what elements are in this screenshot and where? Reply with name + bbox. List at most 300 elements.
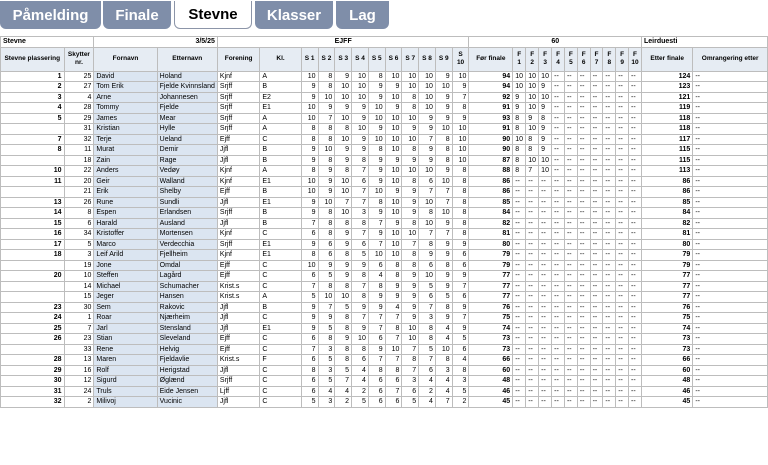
placement-cell[interactable]: 5: [1, 113, 65, 124]
placement-cell[interactable]: [1, 281, 65, 292]
series-score-cell[interactable]: 9: [419, 250, 436, 261]
club-cell[interactable]: Srjff: [217, 376, 259, 387]
placement-cell[interactable]: [1, 292, 65, 303]
series-score-cell[interactable]: 7: [335, 197, 352, 208]
final-score-cell[interactable]: --: [513, 239, 526, 250]
reorder-cell[interactable]: --: [693, 229, 768, 240]
series-score-cell[interactable]: 6: [318, 239, 335, 250]
final-score-cell[interactable]: --: [564, 92, 577, 103]
final-score-cell[interactable]: --: [629, 218, 642, 229]
final-score-cell[interactable]: --: [577, 103, 590, 114]
series-score-cell[interactable]: 6: [452, 250, 469, 261]
series-score-cell[interactable]: 8: [318, 124, 335, 135]
club-cell[interactable]: Jjfl: [217, 145, 259, 156]
first-name-cell[interactable]: Tom Erik: [94, 82, 157, 93]
series-score-cell[interactable]: 8: [435, 260, 452, 271]
series-score-cell[interactable]: 8: [335, 218, 352, 229]
series-score-cell[interactable]: 9: [352, 302, 369, 313]
final-score-cell[interactable]: --: [590, 71, 603, 82]
series-score-cell[interactable]: 9: [301, 323, 318, 334]
reorder-cell[interactable]: --: [693, 386, 768, 397]
final-score-cell[interactable]: --: [616, 260, 629, 271]
final-score-cell[interactable]: --: [590, 145, 603, 156]
series-score-cell[interactable]: 8: [435, 145, 452, 156]
before-final-cell[interactable]: 94: [469, 71, 513, 82]
final-score-cell[interactable]: --: [552, 250, 565, 261]
final-score-cell[interactable]: --: [603, 134, 616, 145]
final-score-cell[interactable]: --: [577, 218, 590, 229]
after-final-cell[interactable]: 75: [641, 313, 692, 324]
final-score-cell[interactable]: --: [577, 229, 590, 240]
before-final-cell[interactable]: 88: [469, 166, 513, 177]
club-cell[interactable]: Kjnf: [217, 229, 259, 240]
final-score-cell[interactable]: --: [590, 155, 603, 166]
series-score-cell[interactable]: 8: [335, 250, 352, 261]
reorder-cell[interactable]: --: [693, 292, 768, 303]
last-name-cell[interactable]: Hylle: [157, 124, 217, 135]
shooter-nr-cell[interactable]: 27: [64, 82, 94, 93]
series-score-cell[interactable]: 9: [402, 187, 419, 198]
final-score-cell[interactable]: --: [603, 124, 616, 135]
shooter-nr-cell[interactable]: 15: [64, 292, 94, 303]
series-score-cell[interactable]: 10: [318, 92, 335, 103]
series-score-cell[interactable]: 9: [452, 113, 469, 124]
final-score-cell[interactable]: --: [590, 218, 603, 229]
series-score-cell[interactable]: 9: [301, 145, 318, 156]
series-score-cell[interactable]: 10: [385, 166, 402, 177]
reorder-cell[interactable]: --: [693, 397, 768, 408]
reorder-cell[interactable]: --: [693, 187, 768, 198]
final-score-cell[interactable]: --: [616, 176, 629, 187]
series-score-cell[interactable]: 7: [385, 334, 402, 345]
placement-cell[interactable]: 11: [1, 176, 65, 187]
series-score-cell[interactable]: 10: [385, 124, 402, 135]
final-score-cell[interactable]: --: [552, 271, 565, 282]
series-score-cell[interactable]: 10: [419, 271, 436, 282]
series-score-cell[interactable]: 10: [352, 71, 369, 82]
series-score-cell[interactable]: 8: [318, 334, 335, 345]
final-score-cell[interactable]: --: [577, 323, 590, 334]
before-final-cell[interactable]: 91: [469, 103, 513, 114]
reorder-cell[interactable]: --: [693, 113, 768, 124]
final-score-cell[interactable]: --: [603, 92, 616, 103]
final-score-cell[interactable]: --: [616, 334, 629, 345]
class-cell[interactable]: C: [260, 271, 301, 282]
reorder-cell[interactable]: --: [693, 134, 768, 145]
first-name-cell[interactable]: Marco: [94, 239, 157, 250]
series-score-cell[interactable]: 8: [402, 218, 419, 229]
series-score-cell[interactable]: 3: [318, 365, 335, 376]
final-score-cell[interactable]: --: [539, 197, 552, 208]
series-score-cell[interactable]: 9: [368, 229, 385, 240]
series-score-cell[interactable]: 8: [402, 103, 419, 114]
final-score-cell[interactable]: --: [590, 197, 603, 208]
series-score-cell[interactable]: 8: [419, 323, 436, 334]
final-score-cell[interactable]: --: [577, 176, 590, 187]
shooter-nr-cell[interactable]: 20: [64, 176, 94, 187]
series-score-cell[interactable]: 3: [452, 376, 469, 387]
before-final-cell[interactable]: 82: [469, 218, 513, 229]
final-score-cell[interactable]: 9: [513, 103, 526, 114]
series-score-cell[interactable]: 2: [335, 397, 352, 408]
before-final-cell[interactable]: 73: [469, 344, 513, 355]
series-score-cell[interactable]: 10: [352, 82, 369, 93]
after-final-cell[interactable]: 115: [641, 155, 692, 166]
final-score-cell[interactable]: --: [629, 271, 642, 282]
final-score-cell[interactable]: --: [526, 229, 539, 240]
shooter-nr-cell[interactable]: 31: [64, 124, 94, 135]
final-score-cell[interactable]: --: [629, 397, 642, 408]
series-score-cell[interactable]: 5: [318, 376, 335, 387]
after-final-cell[interactable]: 118: [641, 124, 692, 135]
after-final-cell[interactable]: 118: [641, 113, 692, 124]
before-final-cell[interactable]: 92: [469, 92, 513, 103]
placement-cell[interactable]: 23: [1, 302, 65, 313]
series-score-cell[interactable]: 10: [419, 82, 436, 93]
final-score-cell[interactable]: --: [590, 386, 603, 397]
series-score-cell[interactable]: 5: [452, 334, 469, 345]
final-score-cell[interactable]: --: [603, 302, 616, 313]
first-name-cell[interactable]: Harald: [94, 218, 157, 229]
before-final-cell[interactable]: 94: [469, 82, 513, 93]
first-name-cell[interactable]: Zain: [94, 155, 157, 166]
series-score-cell[interactable]: 8: [368, 145, 385, 156]
series-score-cell[interactable]: 9: [368, 124, 385, 135]
series-score-cell[interactable]: 9: [435, 250, 452, 261]
class-cell[interactable]: B: [260, 302, 301, 313]
series-score-cell[interactable]: 4: [419, 376, 436, 387]
shooter-nr-cell[interactable]: 13: [64, 355, 94, 366]
final-score-cell[interactable]: --: [564, 134, 577, 145]
final-score-cell[interactable]: --: [526, 334, 539, 345]
final-score-cell[interactable]: --: [616, 92, 629, 103]
series-score-cell[interactable]: 6: [301, 334, 318, 345]
series-score-cell[interactable]: 4: [335, 386, 352, 397]
first-name-cell[interactable]: Michael: [94, 281, 157, 292]
series-score-cell[interactable]: 9: [335, 103, 352, 114]
series-score-cell[interactable]: 9: [368, 208, 385, 219]
series-score-cell[interactable]: 9: [402, 302, 419, 313]
placement-cell[interactable]: [1, 187, 65, 198]
class-cell[interactable]: E1: [260, 250, 301, 261]
final-score-cell[interactable]: --: [526, 302, 539, 313]
series-score-cell[interactable]: 8: [318, 134, 335, 145]
series-score-cell[interactable]: 10: [385, 239, 402, 250]
final-score-cell[interactable]: 10: [526, 71, 539, 82]
final-score-cell[interactable]: --: [539, 260, 552, 271]
final-score-cell[interactable]: 8: [513, 155, 526, 166]
last-name-cell[interactable]: Erlandsen: [157, 208, 217, 219]
after-final-cell[interactable]: 85: [641, 197, 692, 208]
final-score-cell[interactable]: --: [552, 166, 565, 177]
final-score-cell[interactable]: --: [577, 187, 590, 198]
final-score-cell[interactable]: --: [564, 355, 577, 366]
final-score-cell[interactable]: --: [539, 344, 552, 355]
series-score-cell[interactable]: 8: [402, 250, 419, 261]
final-score-cell[interactable]: --: [552, 229, 565, 240]
club-cell[interactable]: Srjff: [217, 124, 259, 135]
series-score-cell[interactable]: 10: [301, 260, 318, 271]
series-score-cell[interactable]: 10: [301, 187, 318, 198]
first-name-cell[interactable]: Terje: [94, 134, 157, 145]
series-score-cell[interactable]: 9: [335, 229, 352, 240]
first-name-cell[interactable]: Leif Arild: [94, 250, 157, 261]
final-score-cell[interactable]: --: [526, 292, 539, 303]
final-score-cell[interactable]: --: [590, 187, 603, 198]
club-cell[interactable]: Jjfl: [217, 365, 259, 376]
series-score-cell[interactable]: 9: [318, 313, 335, 324]
placement-cell[interactable]: 29: [1, 365, 65, 376]
last-name-cell[interactable]: Eide Jensen: [157, 386, 217, 397]
final-score-cell[interactable]: --: [526, 344, 539, 355]
final-score-cell[interactable]: --: [629, 250, 642, 261]
shooter-nr-cell[interactable]: 28: [64, 103, 94, 114]
class-cell[interactable]: C: [260, 334, 301, 345]
series-score-cell[interactable]: 10: [352, 92, 369, 103]
series-score-cell[interactable]: 7: [368, 323, 385, 334]
series-score-cell[interactable]: 9: [435, 92, 452, 103]
final-score-cell[interactable]: --: [526, 313, 539, 324]
class-cell[interactable]: B: [260, 82, 301, 93]
final-score-cell[interactable]: --: [577, 124, 590, 135]
final-score-cell[interactable]: --: [526, 260, 539, 271]
series-score-cell[interactable]: 4: [368, 271, 385, 282]
shooter-nr-cell[interactable]: 29: [64, 113, 94, 124]
final-score-cell[interactable]: --: [603, 260, 616, 271]
final-score-cell[interactable]: --: [564, 197, 577, 208]
series-score-cell[interactable]: 6: [368, 260, 385, 271]
series-score-cell[interactable]: 9: [452, 82, 469, 93]
final-score-cell[interactable]: 10: [526, 155, 539, 166]
series-score-cell[interactable]: 10: [402, 113, 419, 124]
final-score-cell[interactable]: --: [577, 92, 590, 103]
series-score-cell[interactable]: 10: [368, 103, 385, 114]
series-score-cell[interactable]: 4: [318, 386, 335, 397]
series-score-cell[interactable]: 10: [419, 166, 436, 177]
series-score-cell[interactable]: 8: [402, 355, 419, 366]
final-score-cell[interactable]: --: [629, 145, 642, 156]
series-score-cell[interactable]: 9: [368, 344, 385, 355]
reorder-cell[interactable]: --: [693, 82, 768, 93]
final-score-cell[interactable]: --: [564, 166, 577, 177]
series-score-cell[interactable]: 9: [318, 187, 335, 198]
final-score-cell[interactable]: --: [616, 166, 629, 177]
final-score-cell[interactable]: --: [577, 344, 590, 355]
series-score-cell[interactable]: 8: [368, 365, 385, 376]
final-score-cell[interactable]: --: [590, 323, 603, 334]
final-score-cell[interactable]: --: [629, 197, 642, 208]
first-name-cell[interactable]: Sem: [94, 302, 157, 313]
series-score-cell[interactable]: 7: [402, 344, 419, 355]
series-score-cell[interactable]: 5: [301, 292, 318, 303]
final-score-cell[interactable]: --: [526, 323, 539, 334]
last-name-cell[interactable]: Ausland: [157, 218, 217, 229]
final-score-cell[interactable]: --: [564, 397, 577, 408]
after-final-cell[interactable]: 45: [641, 397, 692, 408]
before-final-cell[interactable]: 45: [469, 397, 513, 408]
final-score-cell[interactable]: --: [629, 302, 642, 313]
series-score-cell[interactable]: 8: [435, 155, 452, 166]
final-score-cell[interactable]: --: [526, 386, 539, 397]
final-score-cell[interactable]: --: [552, 134, 565, 145]
last-name-cell[interactable]: Omdal: [157, 260, 217, 271]
class-cell[interactable]: C: [260, 376, 301, 387]
series-score-cell[interactable]: 9: [352, 134, 369, 145]
final-score-cell[interactable]: --: [616, 229, 629, 240]
series-score-cell[interactable]: 9: [402, 155, 419, 166]
series-score-cell[interactable]: 7: [301, 218, 318, 229]
last-name-cell[interactable]: Njærheim: [157, 313, 217, 324]
series-score-cell[interactable]: 6: [419, 365, 436, 376]
final-score-cell[interactable]: --: [577, 239, 590, 250]
series-score-cell[interactable]: 3: [435, 365, 452, 376]
series-score-cell[interactable]: 9: [352, 260, 369, 271]
final-score-cell[interactable]: --: [616, 313, 629, 324]
final-score-cell[interactable]: --: [603, 239, 616, 250]
series-score-cell[interactable]: 7: [419, 302, 436, 313]
final-score-cell[interactable]: --: [526, 376, 539, 387]
series-score-cell[interactable]: 10: [368, 250, 385, 261]
club-cell[interactable]: Ejff: [217, 260, 259, 271]
final-score-cell[interactable]: 8: [513, 113, 526, 124]
last-name-cell[interactable]: Fjelde: [157, 103, 217, 114]
reorder-cell[interactable]: --: [693, 197, 768, 208]
series-score-cell[interactable]: 8: [419, 239, 436, 250]
shooter-nr-cell[interactable]: 21: [64, 187, 94, 198]
series-score-cell[interactable]: 7: [435, 187, 452, 198]
shooter-nr-cell[interactable]: 2: [64, 397, 94, 408]
series-score-cell[interactable]: 9: [419, 124, 436, 135]
before-final-cell[interactable]: 86: [469, 187, 513, 198]
tab-stevne[interactable]: Stevne: [174, 1, 252, 29]
first-name-cell[interactable]: Geir: [94, 176, 157, 187]
series-score-cell[interactable]: 8: [452, 103, 469, 114]
final-score-cell[interactable]: --: [539, 292, 552, 303]
final-score-cell[interactable]: 9: [539, 124, 552, 135]
reorder-cell[interactable]: --: [693, 124, 768, 135]
final-score-cell[interactable]: --: [564, 176, 577, 187]
final-score-cell[interactable]: 9: [539, 103, 552, 114]
final-score-cell[interactable]: --: [603, 145, 616, 156]
final-score-cell[interactable]: --: [577, 208, 590, 219]
final-score-cell[interactable]: --: [552, 344, 565, 355]
series-score-cell[interactable]: 10: [368, 187, 385, 198]
club-cell[interactable]: Ejff: [217, 271, 259, 282]
final-score-cell[interactable]: --: [616, 250, 629, 261]
last-name-cell[interactable]: Helvig: [157, 344, 217, 355]
series-score-cell[interactable]: 8: [435, 134, 452, 145]
series-score-cell[interactable]: 7: [335, 376, 352, 387]
series-score-cell[interactable]: 10: [352, 124, 369, 135]
first-name-cell[interactable]: James: [94, 113, 157, 124]
series-score-cell[interactable]: 9: [452, 323, 469, 334]
series-score-cell[interactable]: 9: [419, 113, 436, 124]
series-score-cell[interactable]: 10: [435, 344, 452, 355]
series-score-cell[interactable]: 3: [419, 313, 436, 324]
club-cell[interactable]: Jjfl: [217, 323, 259, 334]
final-score-cell[interactable]: --: [590, 302, 603, 313]
club-cell[interactable]: Srjff: [217, 92, 259, 103]
final-score-cell[interactable]: --: [552, 197, 565, 208]
class-cell[interactable]: C: [260, 344, 301, 355]
final-score-cell[interactable]: --: [539, 355, 552, 366]
club-cell[interactable]: Ejff: [217, 334, 259, 345]
class-cell[interactable]: A: [260, 113, 301, 124]
series-score-cell[interactable]: 9: [435, 71, 452, 82]
final-score-cell[interactable]: --: [603, 376, 616, 387]
before-final-cell[interactable]: 90: [469, 134, 513, 145]
series-score-cell[interactable]: 10: [402, 82, 419, 93]
series-score-cell[interactable]: 10: [452, 155, 469, 166]
final-score-cell[interactable]: --: [564, 71, 577, 82]
series-score-cell[interactable]: 9: [318, 103, 335, 114]
class-cell[interactable]: A: [260, 71, 301, 82]
after-final-cell[interactable]: 48: [641, 376, 692, 387]
shooter-nr-cell[interactable]: 26: [64, 197, 94, 208]
final-score-cell[interactable]: --: [577, 397, 590, 408]
before-final-cell[interactable]: 66: [469, 355, 513, 366]
final-score-cell[interactable]: --: [513, 281, 526, 292]
final-score-cell[interactable]: --: [513, 197, 526, 208]
final-score-cell[interactable]: --: [577, 166, 590, 177]
final-score-cell[interactable]: 10: [526, 124, 539, 135]
class-cell[interactable]: A: [260, 292, 301, 303]
final-score-cell[interactable]: --: [603, 208, 616, 219]
series-score-cell[interactable]: 10: [452, 134, 469, 145]
shooter-nr-cell[interactable]: 1: [64, 313, 94, 324]
first-name-cell[interactable]: Kristian: [94, 124, 157, 135]
final-score-cell[interactable]: --: [603, 355, 616, 366]
final-score-cell[interactable]: --: [616, 365, 629, 376]
shooter-nr-cell[interactable]: 19: [64, 260, 94, 271]
final-score-cell[interactable]: --: [629, 82, 642, 93]
series-score-cell[interactable]: 9: [335, 239, 352, 250]
series-score-cell[interactable]: 9: [368, 292, 385, 303]
final-score-cell[interactable]: --: [552, 218, 565, 229]
series-score-cell[interactable]: 8: [419, 208, 436, 219]
final-score-cell[interactable]: --: [539, 313, 552, 324]
series-score-cell[interactable]: 9: [435, 271, 452, 282]
final-score-cell[interactable]: --: [616, 187, 629, 198]
series-score-cell[interactable]: 9: [301, 208, 318, 219]
after-final-cell[interactable]: 115: [641, 145, 692, 156]
series-score-cell[interactable]: 9: [335, 260, 352, 271]
first-name-cell[interactable]: Jarl: [94, 323, 157, 334]
first-name-cell[interactable]: Rune: [94, 197, 157, 208]
final-score-cell[interactable]: --: [629, 355, 642, 366]
final-score-cell[interactable]: 10: [539, 92, 552, 103]
series-score-cell[interactable]: 6: [301, 355, 318, 366]
series-score-cell[interactable]: 10: [368, 134, 385, 145]
final-score-cell[interactable]: --: [577, 376, 590, 387]
shooter-nr-cell[interactable]: 12: [64, 376, 94, 387]
club-cell[interactable]: Jjfl: [217, 155, 259, 166]
shooter-nr-cell[interactable]: 30: [64, 302, 94, 313]
final-score-cell[interactable]: 8: [513, 145, 526, 156]
final-score-cell[interactable]: --: [513, 250, 526, 261]
final-score-cell[interactable]: 10: [539, 166, 552, 177]
series-score-cell[interactable]: 8: [352, 292, 369, 303]
final-score-cell[interactable]: --: [526, 250, 539, 261]
series-score-cell[interactable]: 10: [402, 134, 419, 145]
shooter-nr-cell[interactable]: 5: [64, 239, 94, 250]
series-score-cell[interactable]: 7: [385, 355, 402, 366]
final-score-cell[interactable]: --: [513, 323, 526, 334]
final-score-cell[interactable]: --: [526, 365, 539, 376]
first-name-cell[interactable]: Steffen: [94, 271, 157, 282]
after-final-cell[interactable]: 82: [641, 218, 692, 229]
reorder-cell[interactable]: --: [693, 365, 768, 376]
